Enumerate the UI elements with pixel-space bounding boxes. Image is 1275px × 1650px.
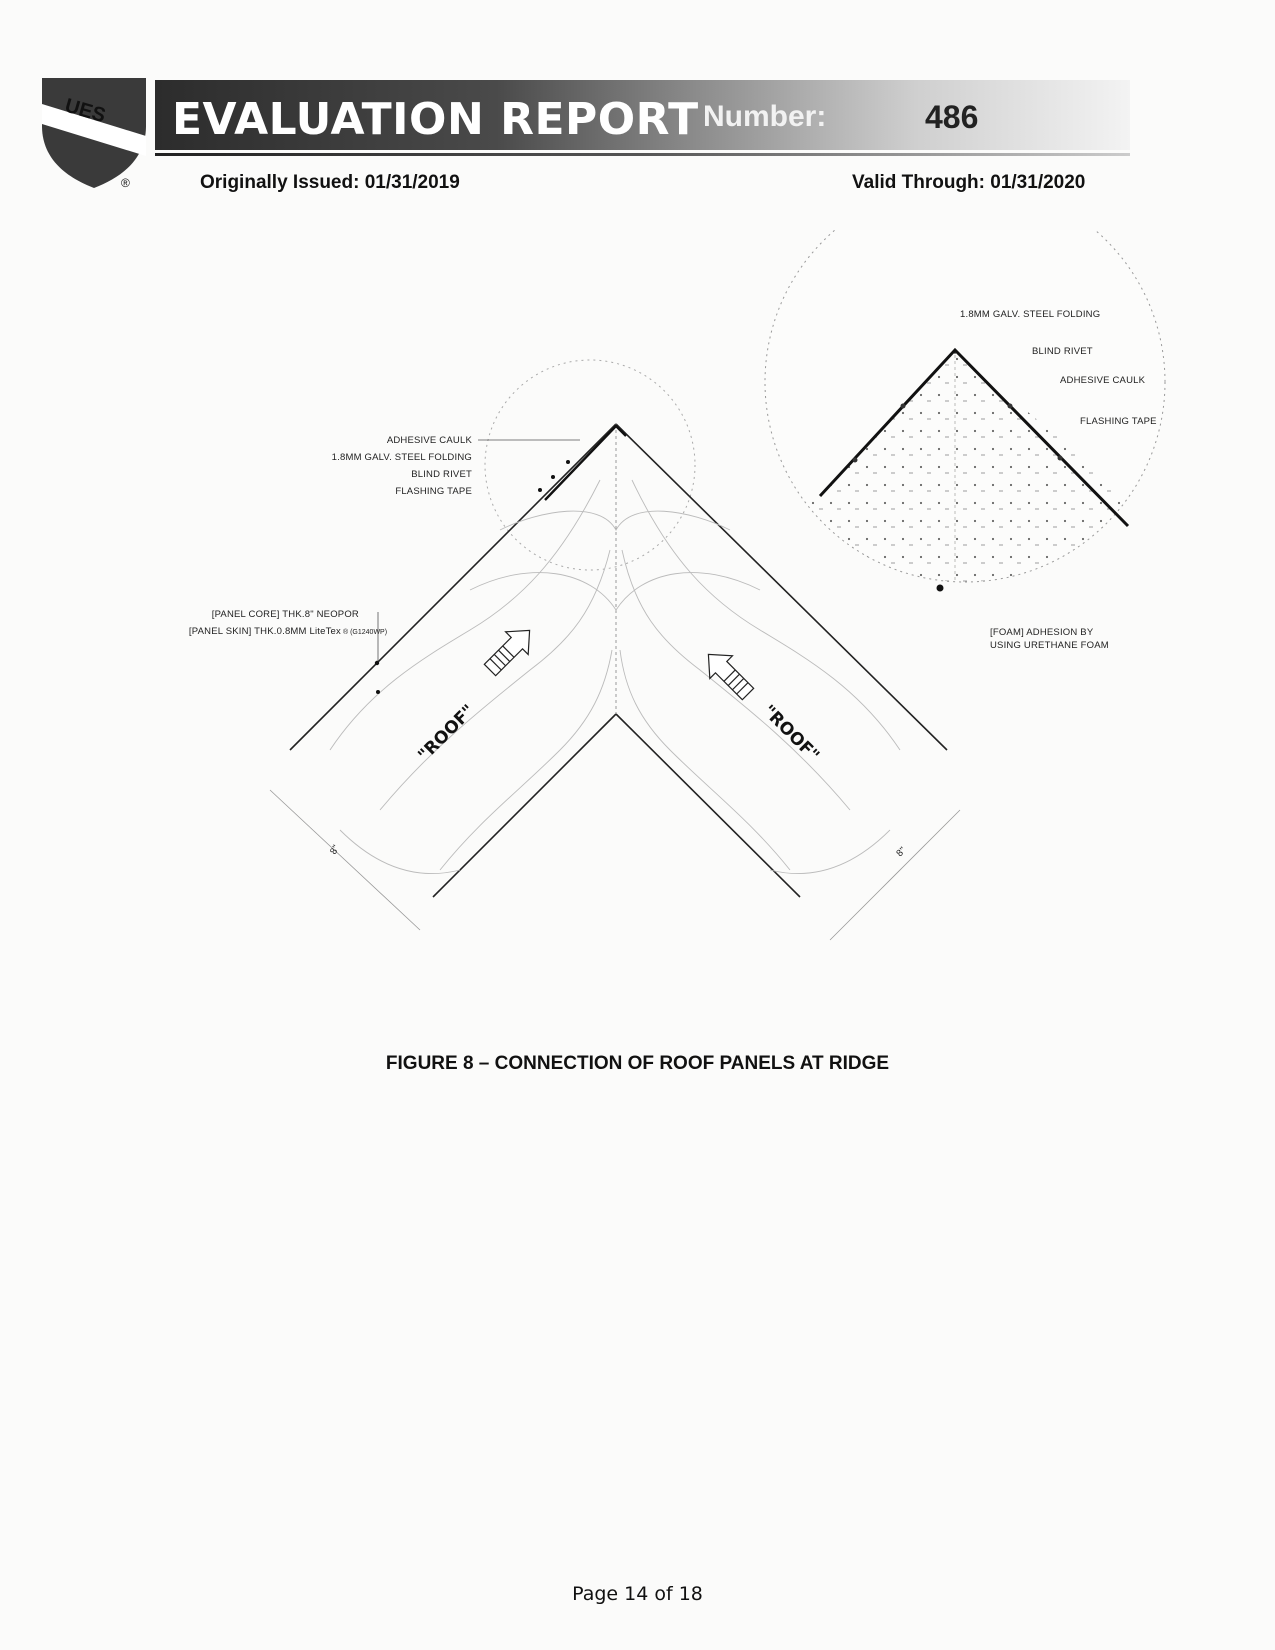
roof-direction-right	[697, 643, 823, 766]
dimension-left: 8"	[328, 843, 343, 857]
header-rule	[155, 153, 1130, 156]
detail-steel-folding: 1.8MM GALV. STEEL FOLDING	[960, 309, 1101, 320]
callout-panel-core: [PANEL CORE] THK.8" NEOPOR	[211, 609, 359, 620]
detail-blind-rivet: BLIND RIVET	[1032, 346, 1093, 357]
page-number: Page 14 of 18	[572, 1583, 703, 1605]
panel-core-pattern	[330, 480, 900, 874]
roof-label-left: "ROOF"	[414, 700, 479, 766]
logo-text: UES	[62, 94, 109, 128]
callout-steel-folding: 1.8MM GALV. STEEL FOLDING	[331, 452, 472, 463]
callout-panel-skin-code: ® (G1240WP)	[343, 629, 388, 636]
roof-direction-left	[414, 619, 541, 765]
roof-label-right: "ROOF"	[758, 701, 824, 766]
originally-issued: Originally Issued: 01/31/2019	[200, 172, 460, 193]
callout-adhesive-caulk: ADHESIVE CAULK	[386, 435, 472, 446]
registered-mark: ®	[121, 176, 130, 190]
detail-adhesive-caulk: ADHESIVE CAULK	[1060, 375, 1146, 386]
callout-panel-skin: [PANEL SKIN] THK.0.8MM LiteTex	[188, 626, 341, 637]
callout-blind-rivet: BLIND RIVET	[411, 469, 472, 480]
ridge-detail-view	[765, 230, 1165, 651]
ues-shield-logo	[38, 74, 150, 192]
detail-foam-line2: USING URETHANE FOAM	[990, 640, 1109, 651]
dimension-marks	[270, 790, 960, 940]
dimension-right: 8"	[894, 844, 909, 860]
detail-reference-circle	[485, 360, 695, 570]
number-label: Number:	[703, 100, 827, 133]
detail-foam-line1: [FOAM] ADHESION BY	[990, 627, 1094, 638]
callout-flashing-tape: FLASHING TAPE	[395, 486, 472, 497]
report-title: EVALUATION REPORT	[172, 94, 699, 145]
report-number: 486	[925, 99, 979, 135]
detail-flashing-tape: FLASHING TAPE	[1080, 416, 1157, 427]
valid-through: Valid Through: 01/31/2020	[852, 172, 1086, 193]
figure-caption: FIGURE 8 – CONNECTION OF ROOF PANELS AT RIDGE	[385, 1053, 890, 1074]
ridge-connection-drawing	[0, 230, 1275, 950]
